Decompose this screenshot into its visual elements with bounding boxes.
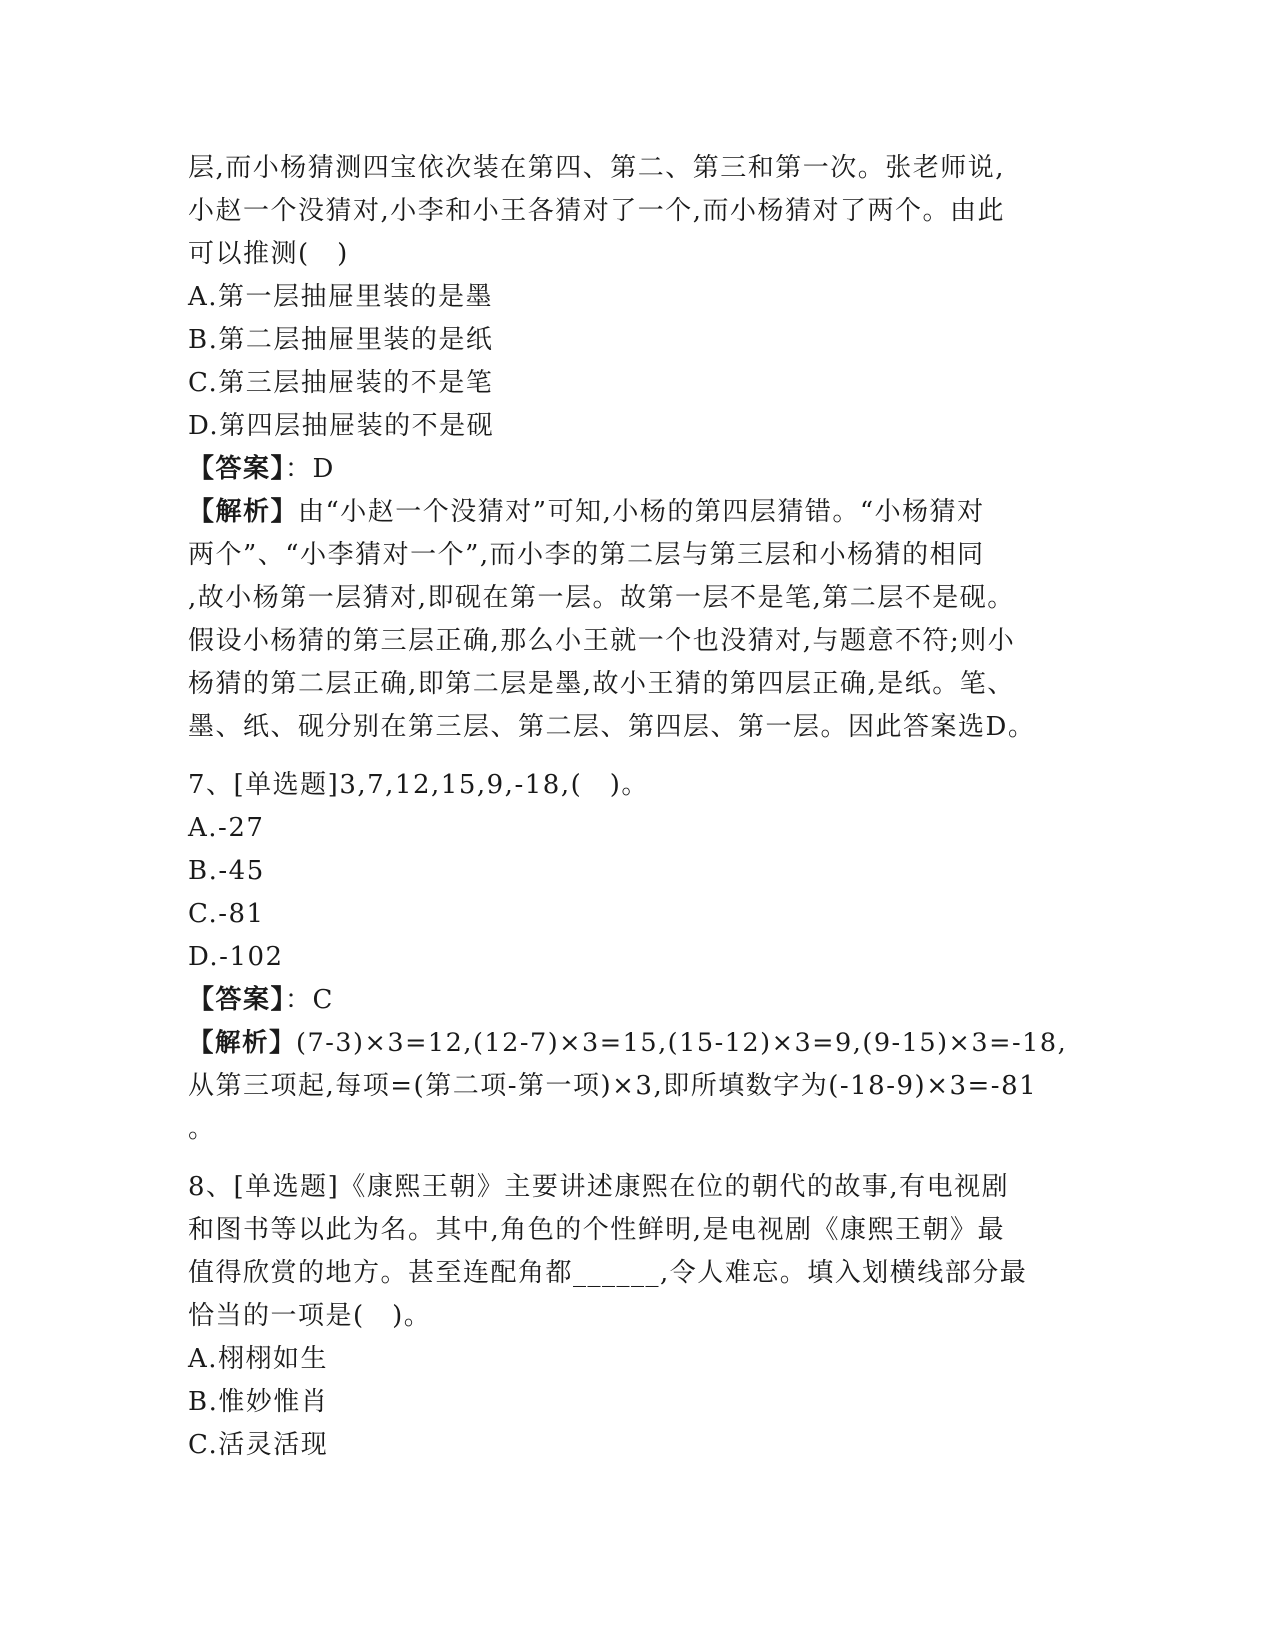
option-b: B.第二层抽屉里装的是纸	[188, 325, 494, 355]
option-b: B.惟妙惟肖	[188, 1387, 329, 1417]
analysis-text: 两个”、“小李猜对一个”,而小李的第二层与第三层和小杨猜的相同	[188, 540, 985, 570]
answer-line	[188, 448, 1078, 491]
analysis-tag: 【解析】	[188, 1028, 297, 1058]
question-stem-line: 恰当的一项是( )。	[188, 1301, 432, 1331]
question-stem-line: 小赵一个没猜对,小李和小王各猜对了一个,而小杨猜对了两个。由此	[188, 196, 1006, 226]
analysis-text: 由“小赵一个没猜对”可知,小杨的第四层猜错。“小杨猜对	[298, 497, 985, 527]
option-a: A.栩栩如生	[188, 1344, 329, 1374]
answer-value: ：D	[285, 454, 335, 484]
question-7	[188, 764, 1078, 1151]
question-8	[188, 1166, 1078, 1467]
analysis-text: 从第三项起,每项=(第二项-第一项)×3,即所填数字为(-18-9)×3=-81	[188, 1071, 1038, 1101]
answer-tag: 【答案】	[188, 985, 286, 1015]
analysis-text: 。	[188, 1114, 216, 1144]
analysis-text: ,故小杨第一层猜对,即砚在第一层。故第一层不是笔,第二层不是砚。	[188, 583, 1015, 613]
option-d: D.-102	[188, 942, 284, 972]
option-a: A.-27	[188, 813, 265, 843]
question-stem-line: 值得欣赏的地方。甚至连配角都______,令人难忘。填入划横线部分最	[188, 1258, 1028, 1288]
question-stem-line: 和图书等以此为名。其中,角色的个性鲜明,是电视剧《康熙王朝》最	[188, 1215, 1006, 1245]
question-spacer	[188, 749, 1078, 764]
option-b: B.-45	[188, 856, 265, 886]
option-c: C.第三层抽屉装的不是笔	[188, 368, 494, 398]
analysis-text: (7-3)×3=12,(12-7)×3=15,(15-12)×3=9,(9-15)×3=-18,	[296, 1028, 1068, 1058]
analysis-tag: 【解析】	[188, 497, 299, 527]
option-c: C.-81	[188, 899, 265, 929]
option-c: C.活灵活现	[188, 1430, 329, 1460]
analysis-line	[188, 1022, 1078, 1065]
question-stem-line: 层,而小杨猜测四宝依次装在第四、第二、第三和第一次。张老师说,	[188, 153, 1006, 183]
question-spacer	[188, 1151, 1078, 1166]
document-page	[188, 147, 1078, 1467]
answer-value: ：C	[285, 985, 334, 1015]
question-stem-line: 8、[单选题]《康熙王朝》主要讲述康熙在位的朝代的故事,有电视剧	[188, 1172, 1010, 1202]
question-stem-line: 可以推测( )	[188, 239, 349, 269]
answer-tag: 【答案】	[188, 454, 286, 484]
option-a: A.第一层抽屉里装的是墨	[188, 282, 494, 312]
option-d: D.第四层抽屉装的不是砚	[188, 411, 495, 441]
analysis-text: 假设小杨猜的第三层正确,那么小王就一个也没猜对,与题意不符;则小	[188, 626, 1016, 656]
answer-line	[188, 979, 1078, 1022]
question-6	[188, 147, 1078, 749]
analysis-text: 墨、纸、砚分别在第三层、第二层、第四层、第一层。因此答案选D。	[188, 712, 1036, 742]
analysis-line	[188, 491, 1078, 534]
question-stem-line: 7、[单选题]3,7,12,15,9,-18,( )。	[188, 770, 649, 800]
analysis-text: 杨猜的第二层正确,即第二层是墨,故小王猜的第四层正确,是纸。笔、	[188, 669, 1015, 699]
